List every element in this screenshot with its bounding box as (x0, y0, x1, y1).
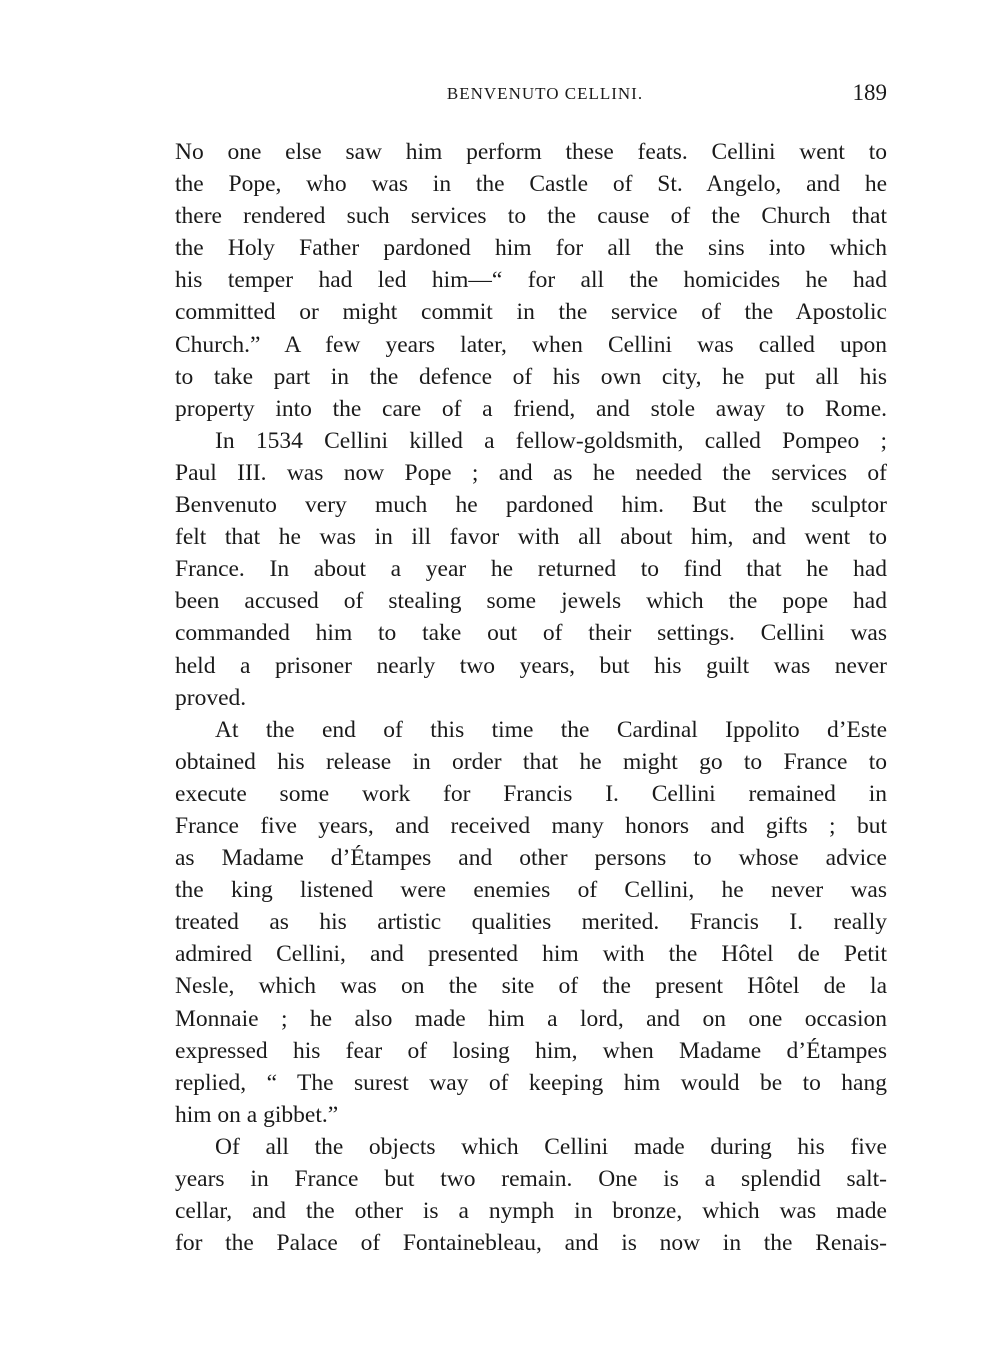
running-title: BENVENUTO CELLINI. (446, 84, 644, 103)
text-line: been accused of stealing some jewels which the pope had (175, 588, 887, 615)
body-text (175, 136, 887, 1259)
text-line: expressed his fear of losing him, when Madame d’Étampes (175, 1037, 887, 1064)
text-line: replied, “ The surest way of keeping him would be to hang (175, 1069, 887, 1096)
text-line: obtained his release in order that he might go to France to (175, 748, 887, 775)
text-line: the king listened were enemies of Cellini, he never was (175, 877, 887, 904)
text-line: commanded him to take out of their settings. Cellini was (175, 620, 887, 647)
text-line: proved. (175, 684, 247, 711)
text-line: the Pope, who was in the Castle of St. Angelo, and he (175, 171, 887, 198)
text-line: him on a gibbet.” (175, 1101, 339, 1128)
text-line: Nesle, which was on the site of the present Hôtel de la (175, 973, 887, 1000)
text-line: admired Cellini, and presented him with the Hôtel de Petit (175, 941, 887, 968)
text-line: Of all the objects which Cellini made during his five (215, 1133, 887, 1160)
text-line: felt that he was in ill favor with all about him, and went to (175, 524, 887, 551)
text-line: as Madame d’Étampes and other persons to whose advice (175, 845, 887, 872)
text-line: Paul III. was now Pope ; and as he needed the services of (175, 459, 887, 486)
text-line: execute some work for Francis I. Cellini remained in (175, 780, 887, 807)
text-line: for the Palace of Fontainebleau, and is now in the Renais- (175, 1230, 887, 1257)
text-line: Church.” A few years later, when Cellini was called upon (175, 331, 887, 358)
text-line: At the end of this time the Cardinal Ippolito d’Este (215, 716, 887, 743)
text-line: committed or might commit in the service of the Apostolic (175, 299, 887, 326)
text-line: In 1534 Cellini killed a fellow-goldsmith, called Pompeo ; (215, 427, 887, 454)
page-header (175, 80, 887, 110)
text-line: France. In about a year he returned to find that he had (175, 556, 887, 583)
text-line: treated as his artistic qualities merited. Francis I. really (175, 909, 887, 936)
text-line: years in France but two remain. One is a splendid salt- (175, 1166, 887, 1192)
text-line: No one else saw him perform these feats. Cellini went to (175, 139, 887, 165)
text-line: cellar, and the other is a nymph in bronze, which was made (175, 1198, 887, 1225)
text-line: there rendered such services to the cause of the Church that (175, 203, 887, 230)
text-line: held a prisoner nearly two years, but his guilt was never (175, 652, 887, 679)
text-line: the Holy Father pardoned him for all the sins into which (175, 235, 887, 262)
text-line: his temper had led him—“ for all the homicides he had (175, 267, 887, 294)
text-line: property into the care of a friend, and stole away to Rome. (175, 395, 887, 422)
text-line: Monnaie ; he also made him a lord, and on one occasion (175, 1005, 887, 1032)
text-line: Benvenuto very much he pardoned him. But the sculptor (175, 492, 887, 519)
text-line: to take part in the defence of his own city, he put all his (175, 363, 887, 390)
text-line: France five years, and received many honors and gifts ; but (175, 812, 887, 839)
page-number: 189 (852, 80, 887, 105)
